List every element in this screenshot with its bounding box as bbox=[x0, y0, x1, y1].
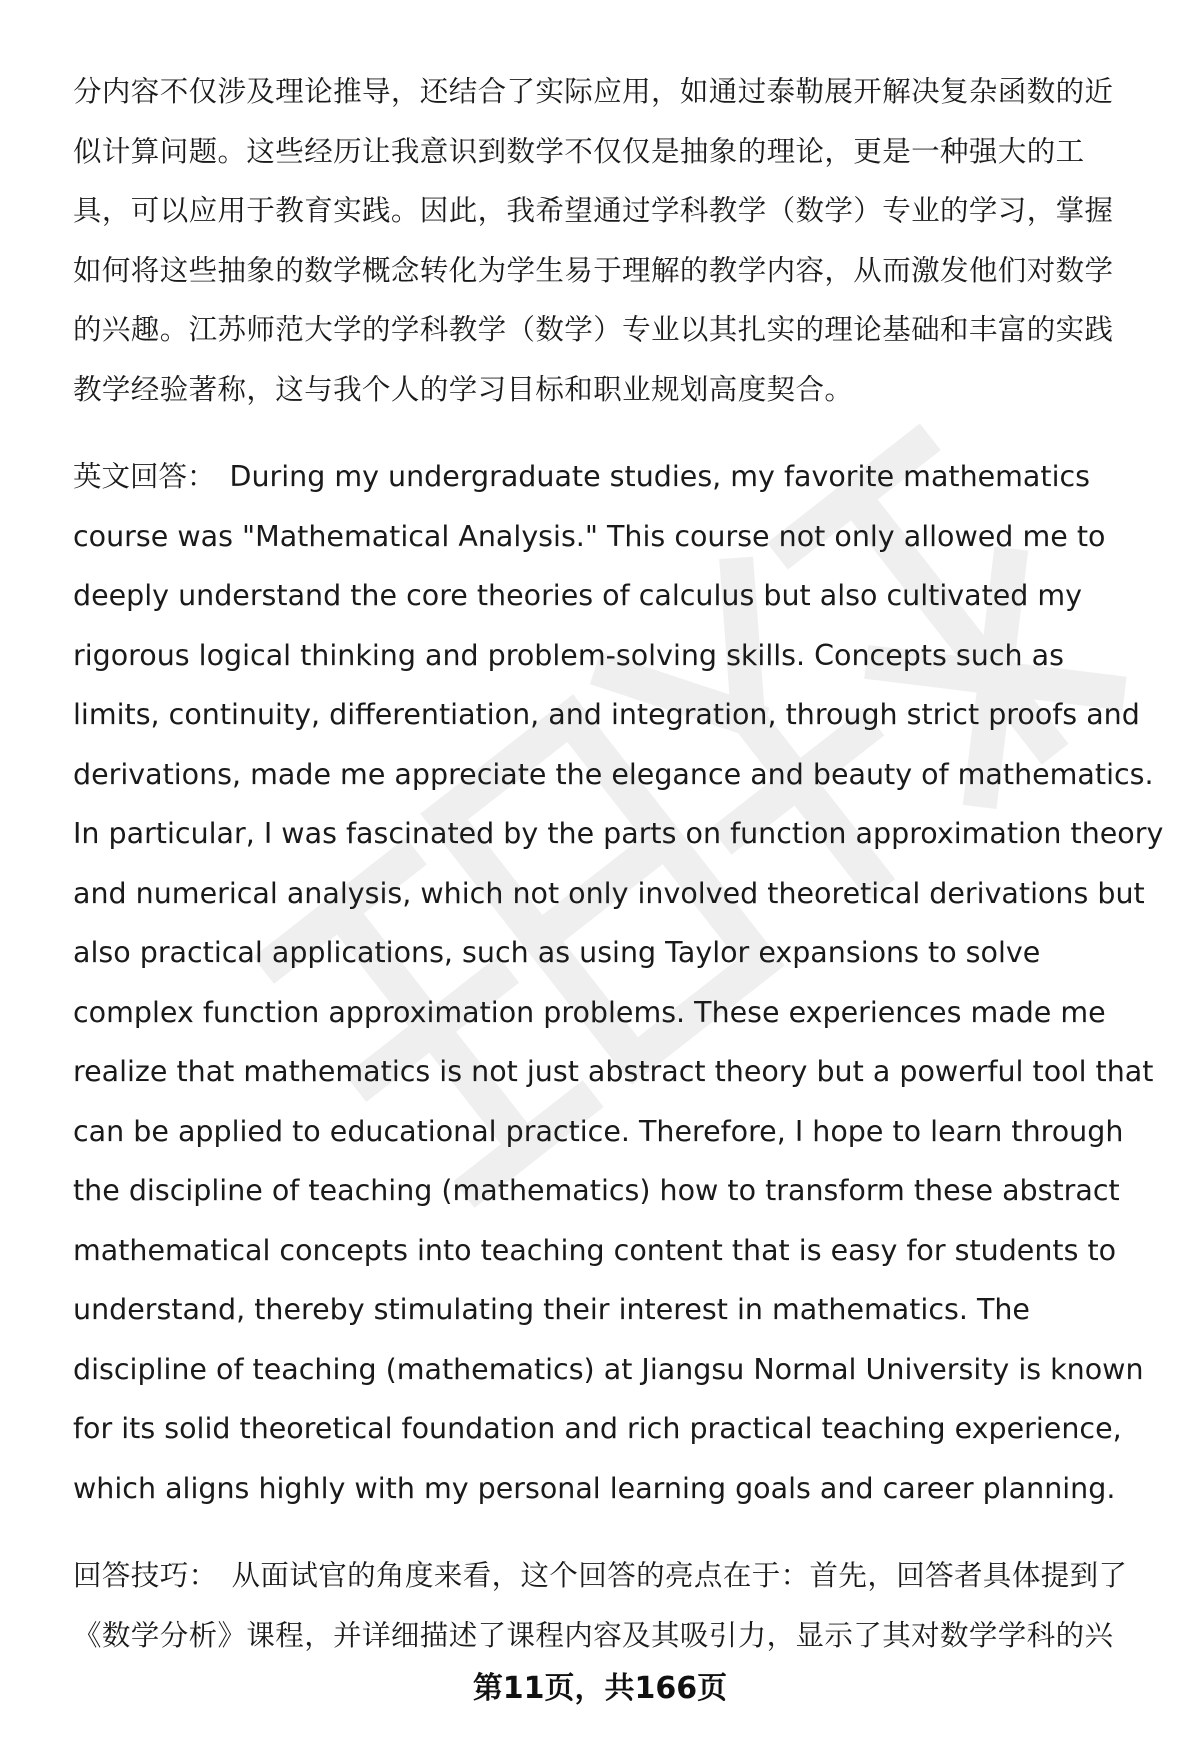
text-line: and numerical analysis, which not only involved theoretical derivations but bbox=[73, 876, 1145, 910]
english-answer-label: 英文回答： bbox=[73, 460, 216, 493]
text-line: 具，可以应用于教育实践。因此，我希望通过学科教学（数学）专业的学习，掌握 bbox=[73, 194, 1114, 227]
text-line: also practical applications, such as using Taylor expansions to solve bbox=[73, 936, 1041, 969]
text-line: deeply understand the core theories of calculus but also cultivated my bbox=[73, 579, 1083, 612]
text-line: 《数学分析》课程，并详细描述了课程内容及其吸引力，显示了其对数学学科的兴 bbox=[73, 1618, 1114, 1652]
text-line: the discipline of teaching (mathematics) how to transform these abstract bbox=[73, 1174, 1120, 1207]
text-line: 分内容不仅涉及理论推导，还结合了实际应用，如通过泰勒展开解决复杂函数的近 bbox=[73, 75, 1114, 108]
text-line: limits, continuity, differentiation, and integration, through strict proofs and bbox=[73, 698, 1140, 731]
continuation-paragraph bbox=[73, 62, 1163, 419]
text-line: mathematical concepts into teaching content that is easy for students to bbox=[73, 1233, 1117, 1267]
answer-tips-first-line: 从面试官的角度来看，这个回答的亮点在于：首先，回答者具体提到了 bbox=[231, 1559, 1128, 1592]
text-line: realize that mathematics is not just abstract theory but a powerful tool that bbox=[73, 1055, 1154, 1088]
text-line: course was "Mathematical Analysis." This course not only allowed me to bbox=[73, 519, 1106, 553]
text-line bbox=[73, 1546, 1163, 1606]
text-line: complex function approximation problems. These experiences made me bbox=[73, 995, 1106, 1029]
text-line: 似计算问题。这些经历让我意识到数学不仅仅是抽象的理论，更是一种强大的工 bbox=[73, 134, 1085, 168]
text-line: 如何将这些抽象的数学概念转化为学生易于理解的教学内容，从而激发他们对数学 bbox=[73, 253, 1114, 287]
text-line: rigorous logical thinking and problem-solving skills. Concepts such as bbox=[73, 638, 1064, 672]
text-line: In particular, I was fascinated by the parts on function approximation theory bbox=[73, 817, 1164, 850]
text-line: derivations, made me appreciate the elegance and beauty of mathematics. bbox=[73, 757, 1154, 791]
text-line: discipline of teaching (mathematics) at Jiangsu Normal University is known bbox=[73, 1352, 1144, 1386]
text-line: understand, thereby stimulating their interest in mathematics. The bbox=[73, 1293, 1030, 1326]
page-number-footer: 第11页，共166页 bbox=[472, 1671, 728, 1706]
english-answer-paragraph bbox=[73, 447, 1163, 1518]
text-line: can be applied to educational practice. Therefore, I hope to learn through bbox=[73, 1114, 1124, 1148]
text-line bbox=[73, 447, 1163, 507]
text-line: which aligns highly with my personal learning goals and career planning. bbox=[73, 1471, 1116, 1505]
document-body bbox=[73, 62, 1163, 1665]
english-answer-first-line: During my undergraduate studies, my favorite mathematics bbox=[229, 460, 1091, 493]
text-line: 教学经验著称，这与我个人的学习目标和职业规划高度契合。 bbox=[73, 372, 854, 406]
answer-tips-label: 回答技巧： bbox=[73, 1559, 218, 1592]
text-line: 的兴趣。江苏师范大学的学科教学（数学）专业以其扎实的理论基础和丰富的实践 bbox=[73, 313, 1114, 346]
text-line: for its solid theoretical foundation and rich practical teaching experience, bbox=[73, 1412, 1122, 1445]
answer-tips-paragraph bbox=[73, 1546, 1163, 1665]
